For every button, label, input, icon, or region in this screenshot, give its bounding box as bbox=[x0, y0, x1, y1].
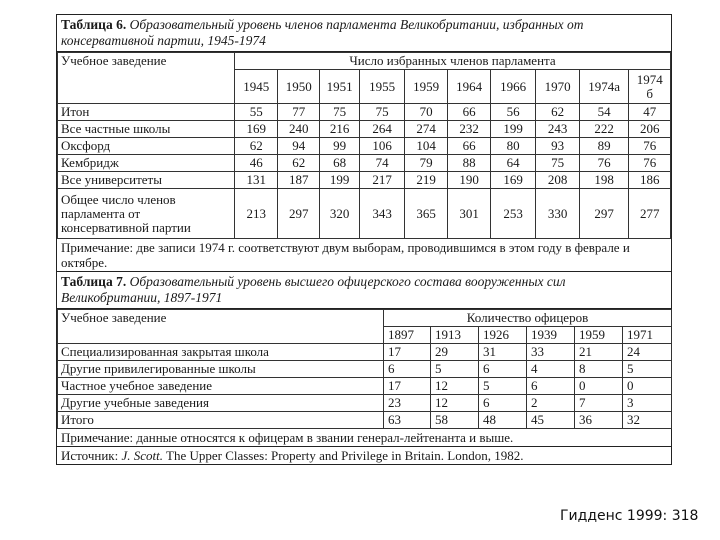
table7-row bbox=[58, 378, 672, 395]
table6-cell: 62 bbox=[235, 138, 278, 155]
citation-credit: Гидденс 1999: 318 bbox=[560, 508, 699, 524]
table7-cell: 7 bbox=[575, 395, 623, 412]
table7-cell: 21 bbox=[575, 344, 623, 361]
table6-year-header: 1959 bbox=[404, 70, 447, 104]
table6-cell: 68 bbox=[319, 155, 359, 172]
table6-cell: 89 bbox=[579, 138, 629, 155]
source-title: The Upper Classes: Property and Privilege in Britain. London, 1982. bbox=[166, 448, 524, 463]
table6-cell: 206 bbox=[629, 121, 671, 138]
table6-cell: 75 bbox=[536, 155, 579, 172]
table6-cell: 75 bbox=[360, 104, 405, 121]
table6-year-header: 1964 bbox=[448, 70, 490, 104]
table6-row-label: Кембридж bbox=[58, 155, 235, 172]
table6-cell: 264 bbox=[360, 121, 405, 138]
table6-cell: 253 bbox=[490, 189, 536, 239]
table7-cell: 3 bbox=[623, 395, 672, 412]
table6-cell: 208 bbox=[536, 172, 579, 189]
table7-year-header: 1897 bbox=[384, 327, 431, 344]
table6-year-header: 1950 bbox=[278, 70, 319, 104]
table6-cell: 77 bbox=[278, 104, 319, 121]
table7-cell: 45 bbox=[527, 412, 575, 429]
table6-cell: 94 bbox=[278, 138, 319, 155]
table6-cell: 186 bbox=[629, 172, 671, 189]
table7-cell: 33 bbox=[527, 344, 575, 361]
table7-cell: 0 bbox=[623, 378, 672, 395]
table7-row-label: Итого bbox=[58, 412, 384, 429]
table6-cell: 343 bbox=[360, 189, 405, 239]
table7-cell: 12 bbox=[431, 395, 479, 412]
source-author: J. Scott. bbox=[121, 448, 163, 463]
table6-group-header: Число избранных членов парламента bbox=[235, 53, 671, 70]
table6-cell: 56 bbox=[490, 104, 536, 121]
table6-cell: 301 bbox=[448, 189, 490, 239]
table7-cell: 4 bbox=[527, 361, 575, 378]
table6-note: Примечание: две записи 1974 г. соответствуют двум выборам, проводившимся в этом году в феврале и октябре. bbox=[57, 239, 671, 272]
table6-cell: 99 bbox=[319, 138, 359, 155]
table6-cell: 76 bbox=[629, 155, 671, 172]
table7 bbox=[57, 309, 672, 429]
table7-cell: 36 bbox=[575, 412, 623, 429]
table6-cell: 54 bbox=[579, 104, 629, 121]
table6-year-header: 1970 bbox=[536, 70, 579, 104]
table6-cell: 365 bbox=[404, 189, 447, 239]
table6-cell: 46 bbox=[235, 155, 278, 172]
table6-row-label: Итон bbox=[58, 104, 235, 121]
table6-cell: 297 bbox=[579, 189, 629, 239]
table6-year-header: 1951 bbox=[319, 70, 359, 104]
table6-cell: 62 bbox=[536, 104, 579, 121]
table7-cell: 2 bbox=[527, 395, 575, 412]
table6-cell: 297 bbox=[278, 189, 319, 239]
table6-cell: 240 bbox=[278, 121, 319, 138]
table6-cell: 106 bbox=[360, 138, 405, 155]
table6-row-label: Все университеты bbox=[58, 172, 235, 189]
table6-cell: 104 bbox=[404, 138, 447, 155]
table6-cell: 80 bbox=[490, 138, 536, 155]
table7-cell: 8 bbox=[575, 361, 623, 378]
table6-row-label: Общее число членов парламента от консервативной партии bbox=[58, 189, 235, 239]
table6-cell: 243 bbox=[536, 121, 579, 138]
table6-cell: 222 bbox=[579, 121, 629, 138]
table7-cell: 31 bbox=[479, 344, 527, 361]
table6-row bbox=[58, 189, 671, 239]
table7-year-header: 1959 bbox=[575, 327, 623, 344]
table6-cell: 320 bbox=[319, 189, 359, 239]
table6-cell: 88 bbox=[448, 155, 490, 172]
table6-cell: 187 bbox=[278, 172, 319, 189]
table7-cell: 0 bbox=[575, 378, 623, 395]
table6-cell: 274 bbox=[404, 121, 447, 138]
table6-cell: 199 bbox=[319, 172, 359, 189]
table6-year-row bbox=[58, 70, 671, 104]
table6-row bbox=[58, 138, 671, 155]
table6-row bbox=[58, 104, 671, 121]
table6-cell: 216 bbox=[319, 121, 359, 138]
table6-cell: 93 bbox=[536, 138, 579, 155]
table6-year-header: 1955 bbox=[360, 70, 405, 104]
table6-cell: 131 bbox=[235, 172, 278, 189]
source-prefix: Источник: bbox=[61, 448, 119, 463]
table6-cell: 75 bbox=[319, 104, 359, 121]
table7-row-label: Другие привилегированные школы bbox=[58, 361, 384, 378]
table6-cell: 74 bbox=[360, 155, 405, 172]
table7-cell: 17 bbox=[384, 378, 431, 395]
table7-cell: 5 bbox=[431, 361, 479, 378]
table7-year-header: 1971 bbox=[623, 327, 672, 344]
table7-cell: 48 bbox=[479, 412, 527, 429]
table7-caption-title: Образовательный уровень высшего офицерского состава вооруженных сил Великобритании, 1897-1971 bbox=[61, 274, 566, 305]
table7-cell: 5 bbox=[479, 378, 527, 395]
table7-cell: 29 bbox=[431, 344, 479, 361]
table7-cell: 6 bbox=[479, 395, 527, 412]
table6-year-header: 1974a bbox=[579, 70, 629, 104]
table7-year-header: 1939 bbox=[527, 327, 575, 344]
table7-cell: 6 bbox=[527, 378, 575, 395]
table6-cell: 217 bbox=[360, 172, 405, 189]
table6-cell: 198 bbox=[579, 172, 629, 189]
table6-cell: 55 bbox=[235, 104, 278, 121]
table6-cell: 76 bbox=[579, 155, 629, 172]
table7-cell: 23 bbox=[384, 395, 431, 412]
table7-row-label: Специализированная закрытая школа bbox=[58, 344, 384, 361]
table6-cell: 47 bbox=[629, 104, 671, 121]
table7-group-header: Количество офицеров bbox=[384, 310, 672, 327]
table6-cell: 277 bbox=[629, 189, 671, 239]
table7-cell: 12 bbox=[431, 378, 479, 395]
table6 bbox=[57, 52, 671, 239]
table7-row bbox=[58, 361, 672, 378]
table7-cell: 32 bbox=[623, 412, 672, 429]
table6-cell: 232 bbox=[448, 121, 490, 138]
table7-year-header: 1913 bbox=[431, 327, 479, 344]
table6-row-label: Все частные школы bbox=[58, 121, 235, 138]
table6-body bbox=[58, 104, 671, 239]
document-page bbox=[56, 14, 672, 465]
table7-row-label: Другие учебные заведения bbox=[58, 395, 384, 412]
table7-cell: 58 bbox=[431, 412, 479, 429]
table6-cell: 70 bbox=[404, 104, 447, 121]
table7-cell: 24 bbox=[623, 344, 672, 361]
table7-year-row bbox=[58, 327, 672, 344]
table7-cell: 5 bbox=[623, 361, 672, 378]
table6-cell: 79 bbox=[404, 155, 447, 172]
table6-row bbox=[58, 155, 671, 172]
table6-cell: 62 bbox=[278, 155, 319, 172]
table6-caption-number: Таблица 6. bbox=[61, 17, 127, 32]
table7-body bbox=[58, 344, 672, 429]
table7-row bbox=[58, 344, 672, 361]
table7-source bbox=[57, 447, 671, 464]
table6-row bbox=[58, 121, 671, 138]
table6-cell: 66 bbox=[448, 138, 490, 155]
table6-caption-title: Образовательный уровень членов парламента Великобритании, избранных от консервативной партии, 1945-1974 bbox=[61, 17, 584, 48]
table7-cell: 6 bbox=[479, 361, 527, 378]
table6-cell: 190 bbox=[448, 172, 490, 189]
table6-year-header: 1966 bbox=[490, 70, 536, 104]
table7-row-label: Частное учебное заведение bbox=[58, 378, 384, 395]
table6-cell: 330 bbox=[536, 189, 579, 239]
table6-row-label: Оксфорд bbox=[58, 138, 235, 155]
table6-cell: 213 bbox=[235, 189, 278, 239]
table6-cell: 64 bbox=[490, 155, 536, 172]
table7-caption-number: Таблица 7. bbox=[61, 274, 127, 289]
table6-cell: 199 bbox=[490, 121, 536, 138]
table7-row bbox=[58, 395, 672, 412]
table6-caption bbox=[57, 15, 671, 52]
table7-note: Примечание: данные относятся к офицерам в звании генерал-лейтенанта и выше. bbox=[57, 429, 671, 447]
table7-row bbox=[58, 412, 672, 429]
table7-cell: 17 bbox=[384, 344, 431, 361]
table6-column-header: Учебное заведение bbox=[58, 53, 235, 70]
table6-cell: 169 bbox=[235, 121, 278, 138]
table7-caption bbox=[57, 272, 671, 309]
table6-year-header: 1945 bbox=[235, 70, 278, 104]
table6-cell: 219 bbox=[404, 172, 447, 189]
table7-column-header: Учебное заведение bbox=[58, 310, 384, 327]
table6-row bbox=[58, 172, 671, 189]
table7-year-header: 1926 bbox=[479, 327, 527, 344]
table7-cell: 6 bbox=[384, 361, 431, 378]
table7-cell: 63 bbox=[384, 412, 431, 429]
table6-year-header: 1974 б bbox=[629, 70, 671, 104]
table6-cell: 169 bbox=[490, 172, 536, 189]
table6-cell: 66 bbox=[448, 104, 490, 121]
table6-cell: 76 bbox=[629, 138, 671, 155]
